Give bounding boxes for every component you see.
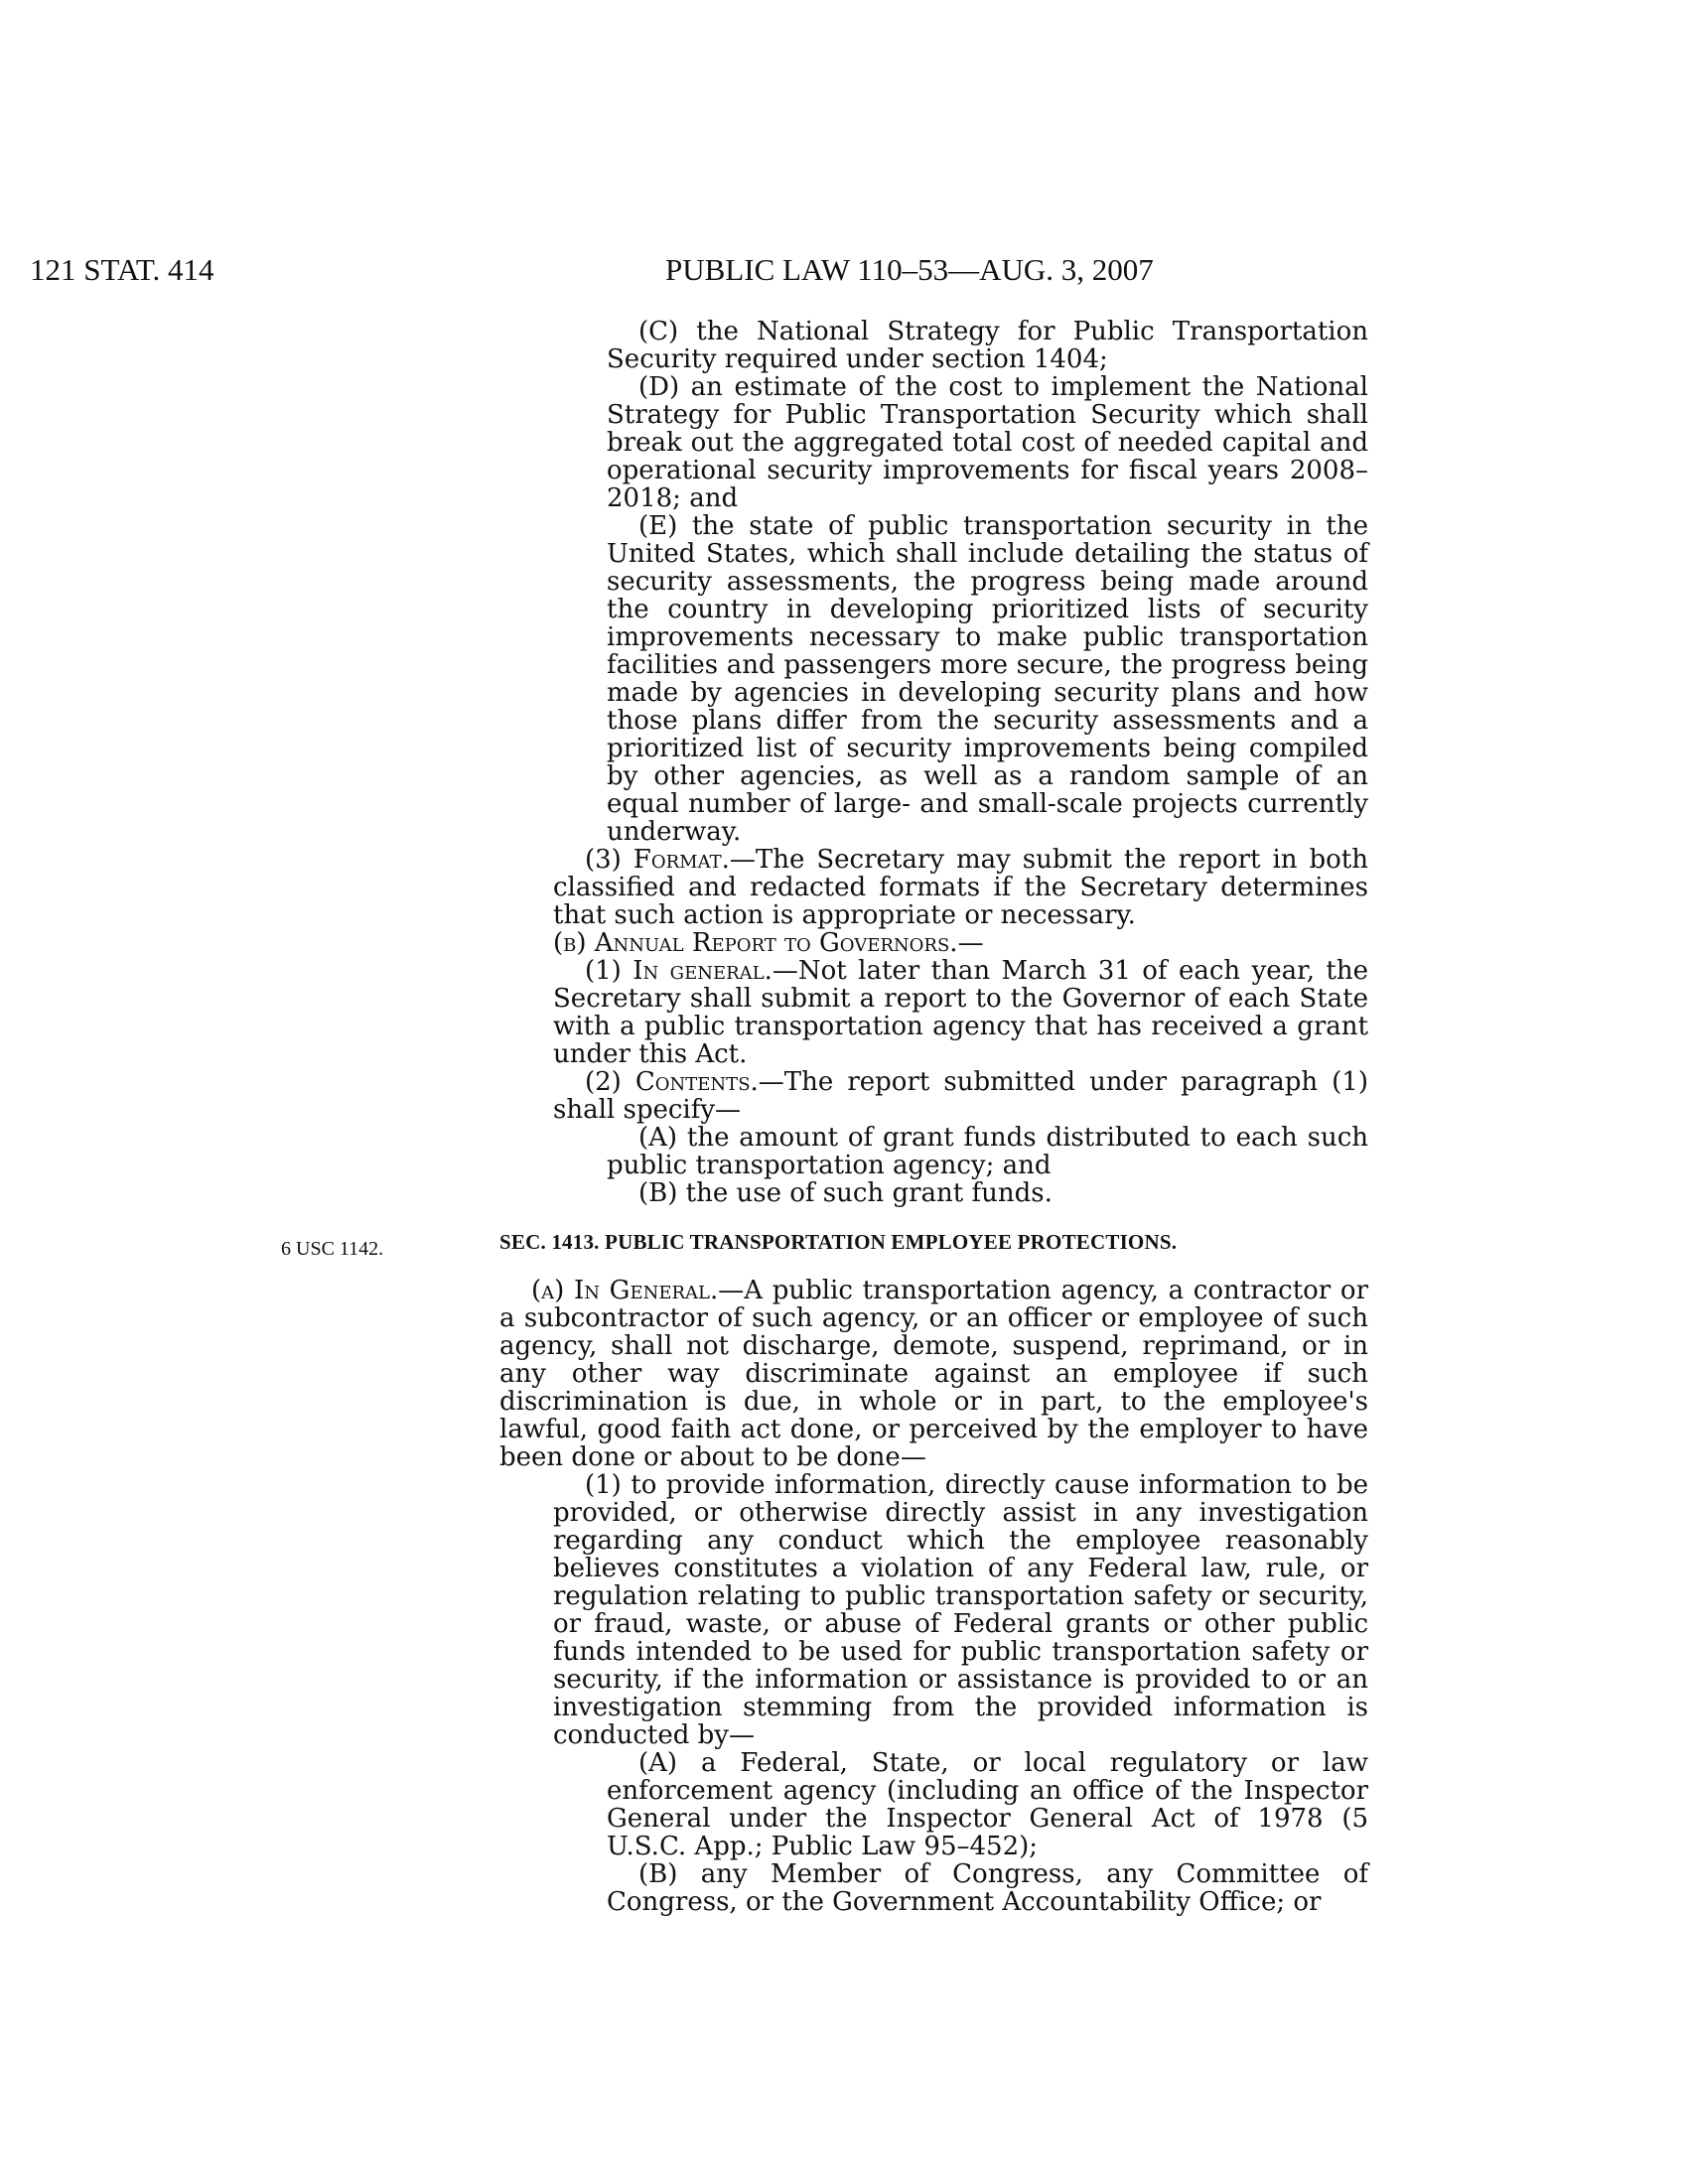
paragraph-e: (E) the state of public transportation security in the United States, which shall include detailing the status of security assessments, the progress being made around the country in developing prioritized lists of security improvements necessary to make public transportation facilities and passengers more secure, the progress being made by agencies in developing security plans and how those plans differ from the security assessments and a prioritized list of security improvements being compiled by other agencies, as well as a random sample of an equal number of large- and small-scale projects currently underway.: [607, 511, 1368, 847]
a-label: (a) In General.: [531, 1276, 719, 1305]
b2-text: —The report submitted under paragraph (1) shall specify—: [553, 1067, 1368, 1125]
document-body: [499, 318, 1368, 1916]
paragraph-b2: [499, 1068, 1368, 1124]
margin-note-usc: 6 USC 1142.: [281, 1238, 384, 1260]
b1-label: (1) In general.: [585, 956, 773, 986]
b1-text: —Not later than March 31 of each year, the Secretary shall submit a report to the Governor of each State with a public transportation agency that has received a grant under this Act.: [553, 956, 1368, 1069]
paragraph-d: (D) an estimate of the cost to implement the National Strategy for Public Transportation Security which shall break out the aggregated total cost of needed capital and operational security improvements for fiscal years 2008–2018; and: [607, 372, 1368, 513]
a-text: —A public transportation agency, a contractor or a subcontractor of such agency, or an officer or employee of such agency, shall not discharge, demote, suspend, reprimand, or in any other way discriminate against an employee if such discrimination is due, in whole or in part, to the employee's lawful, good faith act done, or perceived by the employer to have been done or about to be done—: [499, 1276, 1368, 1472]
paragraph-b2-b: (B) the use of such grant funds.: [638, 1178, 1053, 1208]
paragraph-c: (C) the National Strategy for Public Transportation Security required under section 1404;: [607, 317, 1368, 374]
subsection-b-label: (b) Annual Report to Governors.: [553, 928, 958, 958]
paragraph-format: [499, 846, 1368, 929]
section-heading: SEC. 1413. PUBLIC TRANSPORTATION EMPLOYEE PROTECTIONS.: [499, 1230, 1178, 1254]
subsection-b-heading: [499, 929, 1368, 957]
running-title: PUBLIC LAW 110–53—AUG. 3, 2007: [665, 252, 1154, 287]
subsection-b-dash: —: [957, 928, 984, 958]
format-label: (3) Format.: [585, 845, 730, 875]
b2-label: (2) Contents.: [585, 1067, 759, 1097]
paragraph-a1-b: (B) any Member of Congress, any Committee of Congress, or the Government Accountability Office; or: [607, 1859, 1368, 1917]
paragraph-a1-a: (A) a Federal, State, or local regulatory or law enforcement agency (including an office of the Inspector General under the Inspector General Act of 1978 (5 U.S.C. App.; Public Law 95–452);: [607, 1748, 1368, 1861]
paragraph-b2-a: (A) the amount of grant funds distributed to each such public transportation agency; and: [607, 1123, 1368, 1180]
paragraph-a1: (1) to provide information, directly cause information to be provided, or otherwise directly assist in any investigation regarding any conduct which the employee reasonably believes constitutes a violation of any Federal law, rule, or regulation relating to public transportation safety or security, or fraud, waste, or abuse of Federal grants or other public funds intended to be used for public transportation safety or security, if the information or assistance is provided to or an investigation stemming from the provided information is conducted by—: [553, 1470, 1368, 1750]
paragraph-b1: [499, 957, 1368, 1068]
stat-page-number: 121 STAT. 414: [30, 252, 214, 287]
paragraph-a: [499, 1277, 1368, 1471]
format-text: —The Secretary may submit the report in both classified and redacted formats if the Secretary determines that such action is appropriate or necessary.: [553, 845, 1368, 930]
